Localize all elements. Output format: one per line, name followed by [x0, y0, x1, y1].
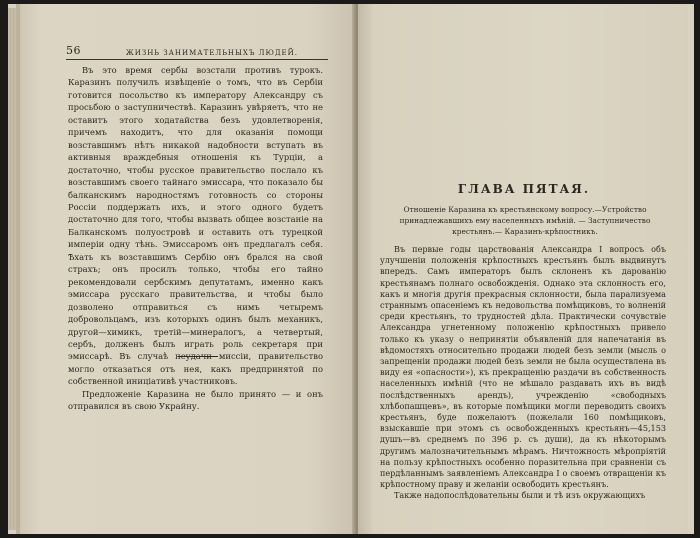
right-body-text — [380, 244, 666, 502]
book-spread — [8, 4, 694, 534]
left-page — [20, 4, 358, 534]
paragraph: Въ первые годы царствованія Александра I вопросъ объ улучшеніи положенія крѣпостныхъ крестьянъ былъ выдвинутъ впередъ. Самъ императоръ былъ склоненъ къ дарованію крестьянамъ полнаго освобожденія. Однако эта склонность его, какъ и многія другія прекрасныя склонности, была парализуема страннымъ опасеніемъ къ недовольства помѣщиковъ, то волненій среди крестьянъ, то трудностей дѣла. Практически сочувствіе Александра угнетенному положенію крѣпостныхъ привело только къ указу о непринятіи объявленій для напечатанія въ вѣдомостяхъ относительно продажи людей безъ земли (мысль о запрещеніи продажи людей безъ земли не была осуществлена въ виду ея «опасности»), къ прекращенію раздачи въ собственность населенныхъ имѣній (что не мѣшало раздавать ихъ въ видѣ послѣдственныхъ арендъ), учрежденію «свободныхъ хлѣбопашцевъ», въ которые помѣщики могли переводить своихъ крестьянъ, буде пожелаютъ (пожелали 160 помѣщиковъ, взыскавшіе при этомъ съ освобожденныхъ крестьянъ—45,153 душъ—въ среднемъ по 396 р. съ души), да къ нѣкоторымъ другимъ малозначительнымъ мѣрамъ. Ничтожность мѣропріятій на пользу крѣпостныхъ особенно поразительна при сравненіи съ пердѣланнымъ заявленіемъ Александра I о своемъ отвращеніи къ крѣпостному праву и желаніи освободить крестьянъ. — [380, 244, 666, 490]
left-body-text — [68, 64, 323, 413]
page-edges — [8, 8, 20, 530]
chapter-summary: Отношеніе Каразина къ крестьянскому вопросу.—Устройство принадлежавшихъ ему населенныхъ имѣній. — Заступничество крестьянъ.— Каразинъ-крѣпостникъ. — [399, 205, 651, 236]
page-number: 56 — [66, 44, 81, 57]
section-rule — [178, 356, 218, 357]
running-head — [66, 44, 328, 60]
paragraph: Также надопослѣдовательны были и тѣ изъ окружающихъ — [394, 490, 646, 501]
running-title: ЖИЗНЬ ЗАНИМАТЕЛЬНЫХЪ ЛЮДЕЙ. — [125, 49, 298, 57]
paragraph: Въ это время сербы возстали противъ турокъ. Каразинъ получилъ извѣщеніе о томъ, что въ Сербіи готовится посольство къ императору Александру съ просьбою о заступничествѣ. Каразинъ увѣряетъ, что не оставитъ этого ходатайства безъ удовлетворенія, причемъ находитъ, что для оказанія помощи возставшимъ нѣтъ никакой надобности вступать въ активныя враждебныя отношенія къ Турціи, а достаточно, чтобы русское правительство послало къ возставшимъ своего тайнаго эмиссара, что показало бы балканскимъ народностямъ готовность со стороны Россіи поддержать ихъ, и этого одного будетъ достаточно для того, чтобы вызвать общее возстаніе на Балканскомъ полуостровѣ и оставить отъ турецкой имперіи одну тѣнь. Эмиссаромъ онъ предлагалъ себя. Ѣхать къ возставшимъ Сербію онъ брался на свой страхъ; онъ просилъ только, чтобы его тайно рекомендовали сербскимъ депутатамъ, именно какъ эмиссара русскаго правительства, и чтобы было дозволено отправиться съ нимъ четыремъ добровольцамъ, изъ которыхъ одинъ былъ механикъ, другой—химикъ, третій—минералогъ, а четвертый, сербъ, долженъ былъ играть роль секретаря при эмиссарѣ. Въ случаѣ неудачи миссіи, правительство могло отказаться отъ нея, какъ предпринятой по собственной иниціативѣ участниковъ. — [68, 65, 323, 387]
chapter-title: ГЛАВА ПЯТАЯ. — [457, 182, 591, 196]
right-page — [358, 4, 688, 534]
paragraph: Предложеніе Каразина не было принято — и онъ отправился въ свою Украйну. — [68, 388, 323, 412]
